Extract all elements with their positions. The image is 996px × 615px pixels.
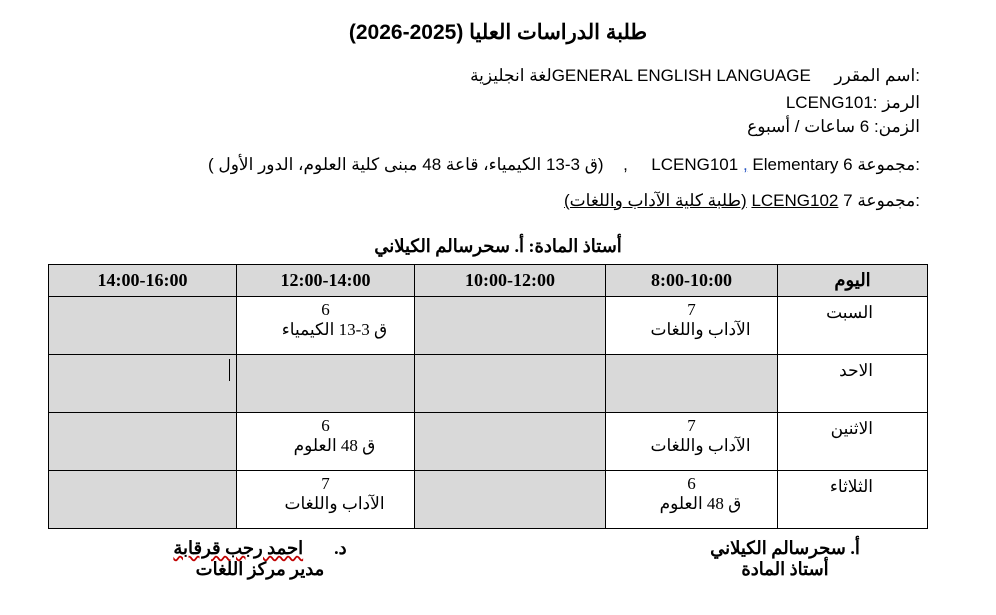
group-6-label: :مجموعة 6 bbox=[843, 155, 920, 174]
course-name-label: :اسم المقرر bbox=[834, 66, 920, 85]
course-name-ar: لغة انجليزية bbox=[470, 66, 552, 85]
header-10-12: 10:00-12:00 bbox=[415, 265, 606, 297]
slot-cell bbox=[606, 297, 778, 355]
signature-teacher-role: أستاذ المادة bbox=[741, 559, 829, 579]
slot-cell bbox=[237, 413, 415, 471]
group-7-label: :مجموعة 7 bbox=[843, 191, 920, 210]
slot-location: ق 3-13 الكيمياء bbox=[281, 320, 388, 339]
group-7-code: LCENG102 bbox=[751, 191, 839, 210]
table-row bbox=[49, 297, 928, 355]
header-8-10: 8:00-10:00 bbox=[606, 265, 778, 297]
group-7-details: (طلبة كلية الآداب واللغات) bbox=[564, 191, 747, 210]
course-name-line bbox=[470, 66, 920, 86]
group-number: 7 bbox=[321, 474, 330, 493]
group-7-line bbox=[564, 191, 920, 211]
cell-empty bbox=[49, 413, 237, 471]
header-14-16: 14:00-16:00 bbox=[49, 265, 237, 297]
course-code: LCENG101 bbox=[785, 93, 873, 112]
course-code-line bbox=[786, 93, 920, 113]
cell-empty bbox=[49, 355, 237, 413]
course-name-en: GENERAL ENGLISH LANGUAGE bbox=[551, 66, 811, 85]
slot-location: الآداب واللغات bbox=[650, 436, 751, 455]
slot-location: ق 48 العلوم bbox=[659, 494, 742, 513]
page-title: طلبة الدراسات العليا (2025-2026) bbox=[348, 21, 648, 44]
group-6-level: Elementary bbox=[752, 155, 839, 174]
header-12-14: 12:00-14:00 bbox=[237, 265, 415, 297]
table-row bbox=[49, 471, 928, 529]
text-cursor bbox=[229, 359, 230, 381]
day-cell: الاحد bbox=[778, 355, 928, 413]
course-time-label: الزمن: bbox=[873, 117, 920, 136]
group-number: 6 bbox=[321, 300, 330, 319]
cell-empty bbox=[415, 297, 606, 355]
group-6-line bbox=[208, 155, 920, 175]
cell-empty bbox=[415, 471, 606, 529]
day-cell: الثلاثاء bbox=[778, 471, 928, 529]
table-row bbox=[49, 355, 928, 413]
day-cell: الاثنين bbox=[778, 413, 928, 471]
cell-empty bbox=[49, 297, 237, 355]
slot-cell bbox=[606, 471, 778, 529]
slot-cell bbox=[237, 471, 415, 529]
signature-director-name: احمد رجب قرقابة bbox=[173, 538, 304, 558]
slot-location: ق 48 العلوم bbox=[293, 436, 376, 455]
course-time-line bbox=[747, 117, 920, 137]
group-number: 7 bbox=[687, 300, 696, 319]
slot-cell bbox=[606, 413, 778, 471]
signature-director-prefix: د. bbox=[334, 538, 347, 558]
group-number: 6 bbox=[321, 416, 330, 435]
day-cell: السبت bbox=[778, 297, 928, 355]
signature-teacher bbox=[700, 538, 870, 580]
signature-director-name-line bbox=[160, 538, 360, 559]
course-code-label: الرمز : bbox=[872, 93, 920, 112]
schedule-table bbox=[48, 264, 928, 529]
teacher-line: أستاذ المادة: أ. سحرسالم الكيلاني bbox=[374, 236, 622, 256]
table-row bbox=[49, 413, 928, 471]
cell-empty bbox=[606, 355, 778, 413]
header-day: اليوم bbox=[778, 265, 928, 297]
cell-empty bbox=[415, 413, 606, 471]
slot-cell bbox=[237, 297, 415, 355]
group-6-details: (ق 3-13 الكيمياء، قاعة 48 مبنى كلية العلوم، الدور الأول ) bbox=[207, 155, 604, 174]
schedule-header-row bbox=[49, 265, 928, 297]
cell-empty bbox=[49, 471, 237, 529]
group-number: 7 bbox=[687, 416, 696, 435]
slot-location: الآداب واللغات bbox=[284, 494, 385, 513]
signature-director bbox=[160, 538, 360, 580]
signature-director-role: مدير مركز اللغات bbox=[195, 559, 325, 579]
signature-teacher-name: أ. سحرسالم الكيلاني bbox=[710, 538, 860, 558]
cell-empty bbox=[415, 355, 606, 413]
group-6-sep: , bbox=[623, 155, 628, 174]
group-6-code: LCENG101 bbox=[651, 155, 739, 174]
group-6-mark: , bbox=[742, 155, 748, 174]
slot-location: الآداب واللغات bbox=[650, 320, 751, 339]
group-number: 6 bbox=[687, 474, 696, 493]
cell-empty bbox=[237, 355, 415, 413]
course-time-value: 6 ساعات / أسبوع bbox=[747, 117, 870, 136]
